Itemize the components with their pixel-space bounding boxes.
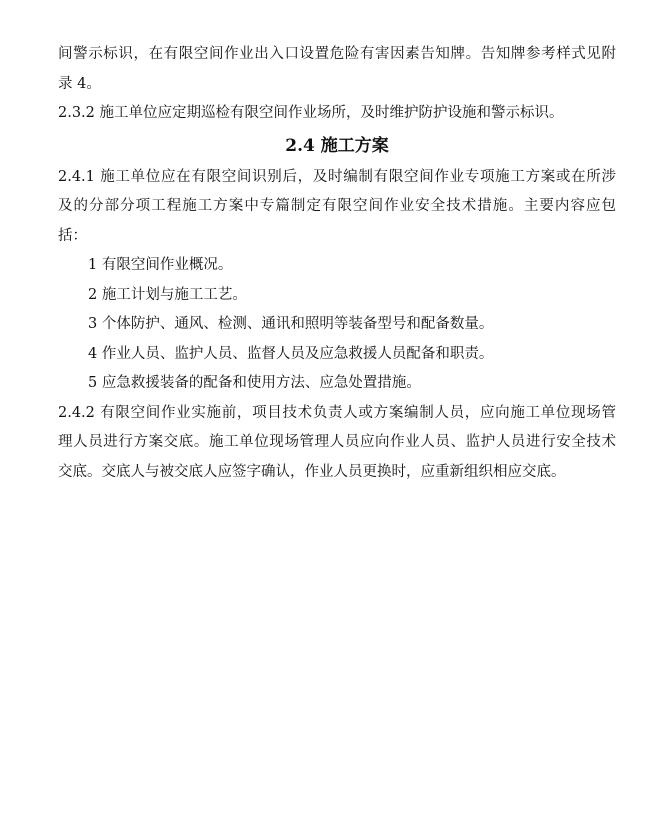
list-item: 3 个体防护、通风、检测、通讯和照明等装备型号和配备数量。 bbox=[88, 316, 494, 332]
paragraph-2-3-2 bbox=[58, 99, 616, 129]
paragraph-line: 理人员进行方案交底。施工单位现场管理人员应向作业人员、监护人员进行安全技术 bbox=[58, 434, 616, 450]
list-item: 4 作业人员、监护人员、监督人员及应急救援人员配备和职责。 bbox=[88, 345, 494, 362]
document-page bbox=[58, 40, 616, 487]
paragraph-line: 括： bbox=[58, 227, 87, 244]
section-title-2-4: 2.4 施工方案 bbox=[285, 135, 389, 156]
paragraph-continuation bbox=[58, 40, 616, 99]
list-item: 2 施工计划与施工工艺。 bbox=[88, 286, 247, 303]
paragraph-2-4-1 bbox=[58, 163, 616, 399]
paragraph-2-4-2 bbox=[58, 399, 616, 488]
paragraph-line: 2.3.2 施工单位应定期巡检有限空间作业场所，及时维护防护设施和警示标识。 bbox=[58, 105, 564, 121]
paragraph-line: 录 4。 bbox=[58, 75, 101, 92]
list-item: 1 有限空间作业概况。 bbox=[88, 257, 233, 273]
paragraph-line: 及的分部分项工程施工方案中专篇制定有限空间作业安全技术措施。主要内容应包 bbox=[58, 198, 616, 214]
paragraph-line: 间警示标识，在有限空间作业出入口设置危险有害因素告知牌。告知牌参考样式见附 bbox=[58, 46, 616, 62]
paragraph-line: 交底。交底人与被交底人应签字确认，作业人员更换时，应重新组织相应交底。 bbox=[58, 463, 566, 480]
paragraph-line: 2.4.1 施工单位应在有限空间识别后，及时编制有限空间作业专项施工方案或在所涉 bbox=[58, 168, 616, 185]
paragraph-line: 2.4.2 有限空间作业实施前，项目技术负责人或方案编制人员，应向施工单位现场管 bbox=[58, 404, 616, 421]
list-item: 5 应急救援装备的配备和使用方法、应急处置措施。 bbox=[88, 375, 421, 391]
